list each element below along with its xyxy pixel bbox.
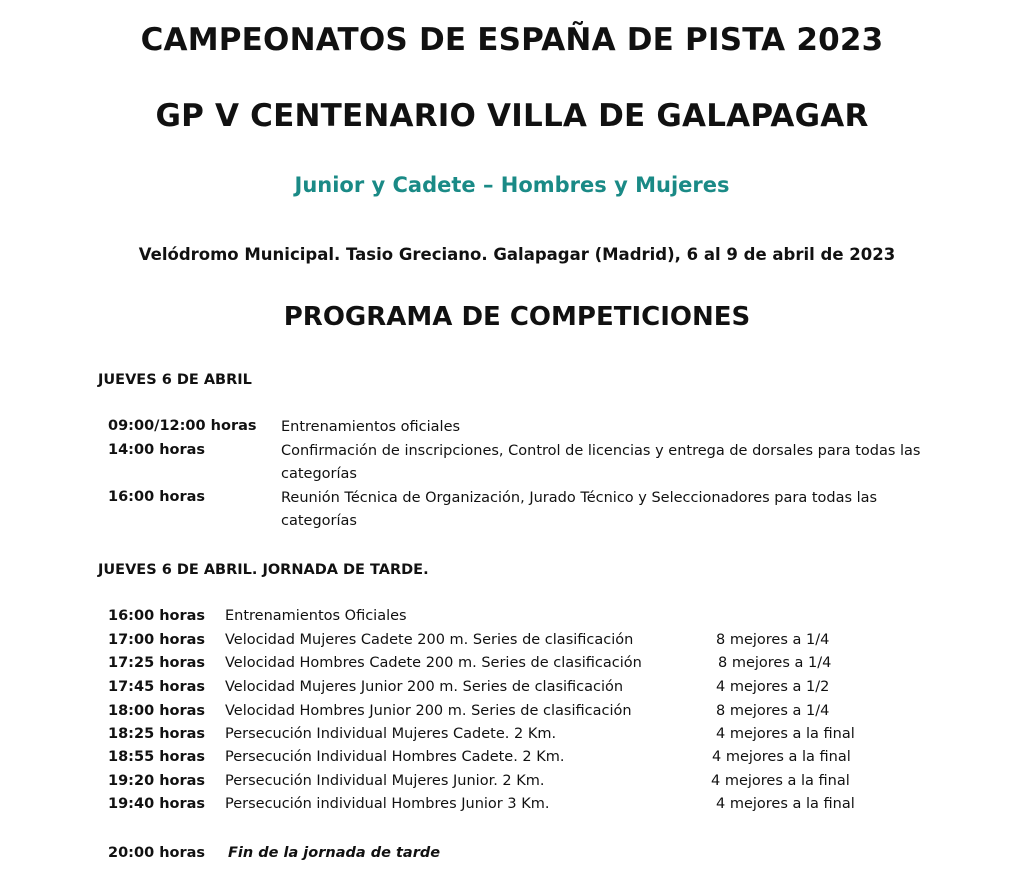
program-title: PROGRAMA DE COMPETICIONES [283,302,751,332]
row-time: 16:00 horas [108,608,206,624]
row-description: Persecución Individual Mujeres Junior. 2 Km. [225,773,545,789]
row-time: 17:00 horas [108,632,206,648]
row-qualifiers: 4 mejores a la final [716,796,855,812]
subtitle: Junior y Cadete – Hombres y Mujeres [294,173,730,197]
row-time: 20:00 horas [108,845,206,861]
row-description: Persecución individual Hombres Junior 3 Km. [225,796,550,812]
row-time: 09:00/12:00 horas [108,418,257,434]
row-description: Entrenamientos Oficiales [225,608,407,624]
row-time: 18:55 horas [108,749,206,765]
row-qualifiers: 8 mejores a 1/4 [718,655,832,671]
row-qualifiers: 8 mejores a 1/4 [716,632,830,648]
row-description: Velocidad Hombres Cadete 200 m. Series de clasificación [225,655,642,671]
row-description: Persecución Individual Hombres Cadete. 2 Km. [225,749,565,765]
row-time: 17:45 horas [108,679,206,695]
row-qualifiers: 4 mejores a la final [712,749,851,765]
row-time: 18:25 horas [108,726,206,742]
row-qualifiers: 8 mejores a 1/4 [716,703,830,719]
section-heading: JUEVES 6 DE ABRIL. JORNADA DE TARDE. [98,562,429,578]
section-heading: JUEVES 6 DE ABRIL [98,372,252,388]
row-description: Velocidad Hombres Junior 200 m. Series de clasificación [225,703,632,719]
venue: Velódromo Municipal. Tasio Greciano. Galapagar (Madrid), 6 al 9 de abril de 2023 [138,245,896,264]
row-time: 14:00 horas [108,442,206,458]
row-time: 19:20 horas [108,773,206,789]
row-description: Persecución Individual Mujeres Cadete. 2 Km. [225,726,557,742]
row-qualifiers: 4 mejores a la final [716,726,855,742]
row-time: 18:00 horas [108,703,206,719]
row-description: Reunión Técnica de Organización, Jurado Técnico y Seleccionadores para todas las categorías [281,490,878,529]
row-time: 16:00 horas [108,489,206,505]
row-description: Velocidad Mujeres Cadete 200 m. Series de clasificación [225,632,634,648]
row-time: 19:40 horas [108,796,206,812]
row-description: Entrenamientos oficiales [281,419,461,435]
row-description: Velocidad Mujeres Junior 200 m. Series de clasificación [225,679,624,695]
title-line-2: GP V CENTENARIO VILLA DE GALAPAGAR [155,98,869,134]
row-time: 17:25 horas [108,655,206,671]
row-qualifiers: 4 mejores a 1/2 [716,679,830,695]
title-line-1: CAMPEONATOS DE ESPAÑA DE PISTA 2023 [140,22,884,58]
row-qualifiers: 4 mejores a la final [711,773,850,789]
row-description: Fin de la jornada de tarde [228,845,441,861]
row-description: Confirmación de inscripciones, Control de licencias y entrega de dorsales para todas las categorías [281,443,921,482]
